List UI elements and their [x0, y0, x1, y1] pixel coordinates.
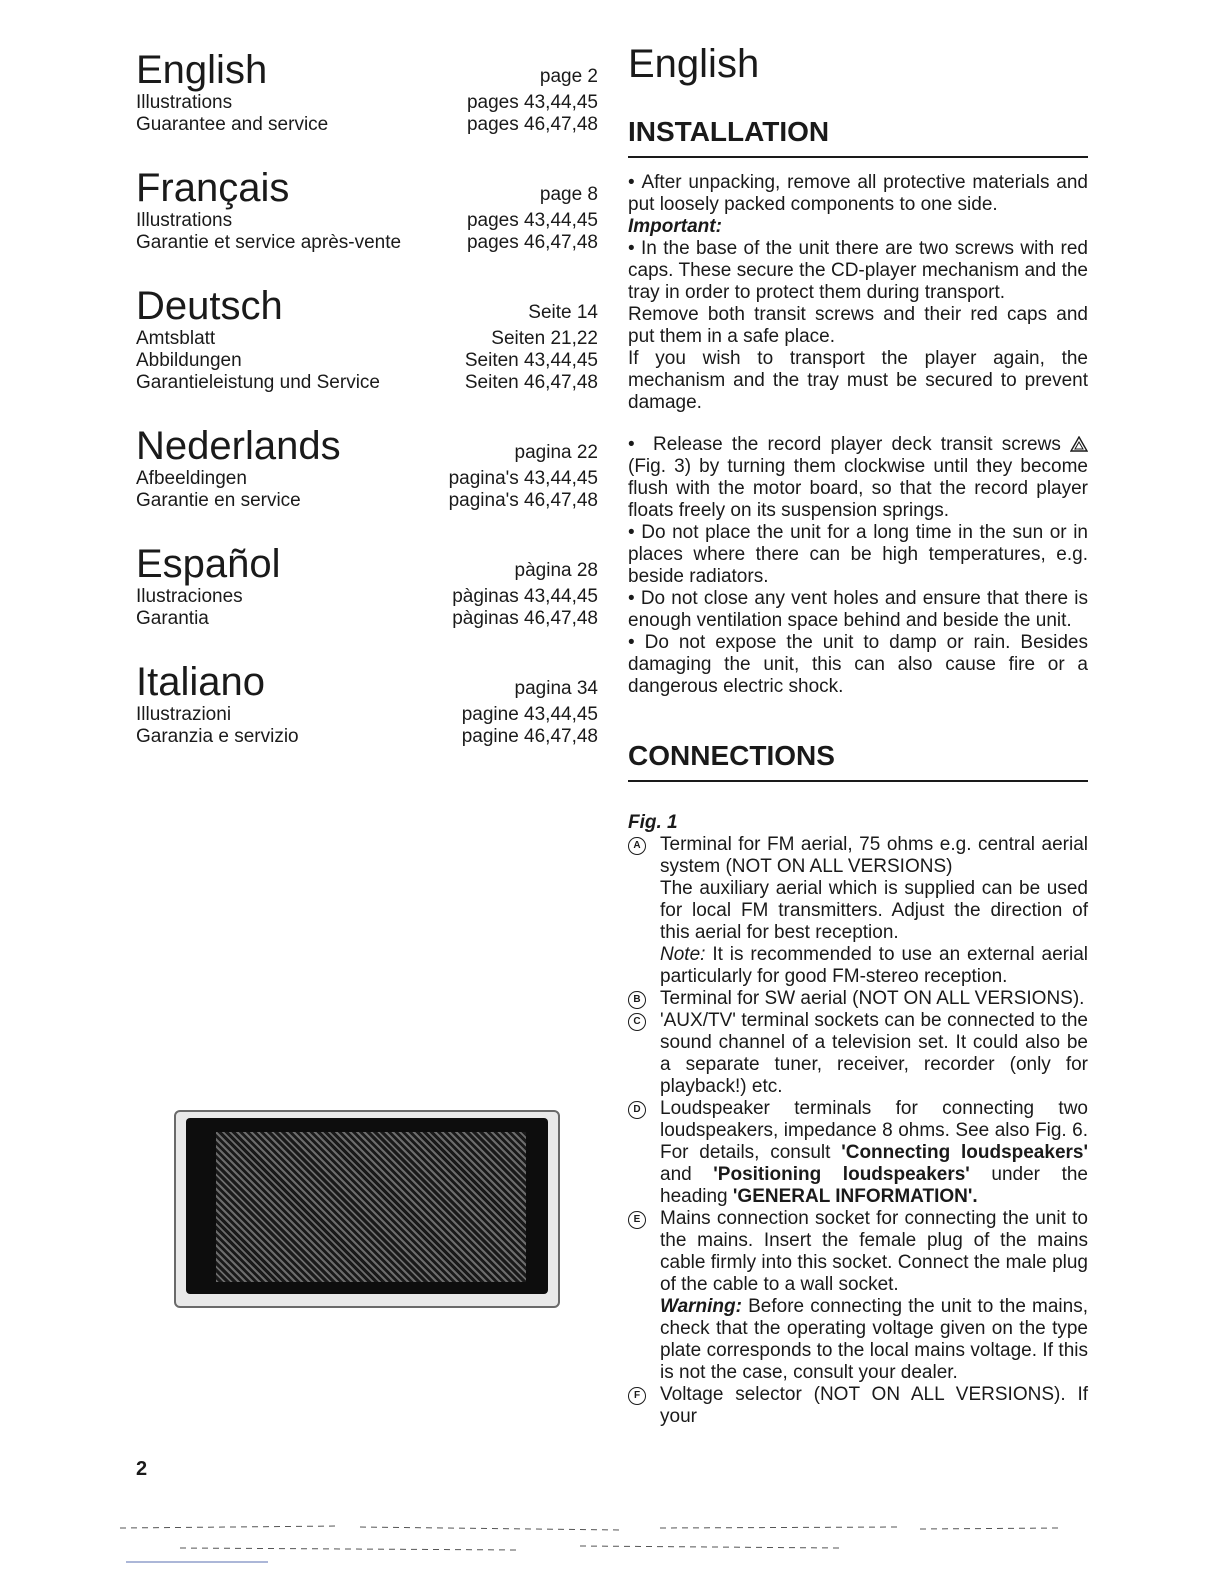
toc-page: Seiten 21,22 [491, 328, 598, 349]
warning-triangle-icon [1070, 436, 1088, 452]
note-label: Note: [660, 944, 706, 965]
language-page: pàgina 28 [514, 560, 598, 581]
toc-page: pages 46,47,48 [466, 114, 598, 135]
text-segment: Loudspeaker terminals for connecting two loudspeakers, impedance 8 ohms. See also Fig. 6. For details, consult [660, 1098, 1088, 1163]
spacer [628, 698, 1088, 740]
toc-label: Guarantee and service [136, 114, 329, 135]
connection-text [660, 1098, 1088, 1208]
photo-texture [216, 1132, 526, 1282]
toc-page: pàginas 46,47,48 [452, 608, 598, 629]
bold-reference: 'GENERAL INFORMATION'. [732, 1186, 978, 1207]
toc-english [136, 40, 598, 136]
installation-paragraph: • After unpacking, remove all protective materials and put loosely packed components to one side. [628, 172, 1088, 216]
toc-row [136, 210, 598, 232]
spacer [628, 414, 1088, 434]
installation-paragraph: • Do not place the unit for a long time in the sun or in places where there can be high temperatures, e.g. beside radiators. [628, 522, 1088, 588]
toc-page: pagina's 43,44,45 [448, 468, 598, 489]
connection-item-c [628, 1010, 1088, 1098]
installation-paragraph: • In the base of the unit there are two screws with red caps. These secure the CD-player mechanism and the tray in order to protect them during transport. [628, 238, 1088, 304]
circled-letter-b-icon: B [628, 991, 646, 1009]
toc-row [136, 232, 598, 254]
toc-page: Seiten 46,47,48 [464, 372, 598, 393]
toc-row [136, 726, 598, 748]
toc-label: Illustrations [136, 210, 233, 231]
toc-italiano [136, 652, 598, 748]
toc-row [136, 92, 598, 114]
connection-text: Terminal for FM aerial, 75 ohms e.g. central aerial system (NOT ON ALL VERSIONS) [660, 834, 1088, 877]
connection-item-a [628, 834, 1088, 988]
warning-text: Before connecting the unit to the mains, check that the operating voltage given on the type plate corresponds to the local mains voltage. If this is not the case, consult your dealer. [660, 1296, 1088, 1383]
toc-page: pages 43,44,45 [466, 92, 598, 113]
connection-text: Terminal for SW aerial (NOT ON ALL VERSIONS). [660, 988, 1085, 1009]
toc-row [136, 608, 598, 630]
connections-heading: CONNECTIONS [628, 740, 1088, 782]
toc-espanol [136, 534, 598, 630]
page-number: 2 [136, 1458, 148, 1480]
transit-screw-text-cont: (Fig. 3) by turning them clockwise until they become flush with the motor board, so that the record player floats freely on its suspension springs. [628, 456, 1088, 521]
circled-letter-c-icon: C [628, 1013, 646, 1031]
transit-screw-text: Release the record player deck transit screws [653, 434, 1061, 455]
toc-label: Illustrations [136, 92, 233, 113]
language-name: Español [136, 542, 281, 586]
connection-extra: The auxiliary aerial which is supplied can be used for local FM transmitters. Adjust the direction of this aerial for best reception. [660, 878, 1088, 943]
installation-paragraph [628, 434, 1088, 522]
circled-letter-e-icon: E [628, 1211, 646, 1229]
installation-paragraph: • Do not expose the unit to damp or rain. Besides damaging the unit, this can also cause fire or a dangerous electric shock. [628, 632, 1088, 698]
toc-francais [136, 158, 598, 254]
language-page: Seite 14 [528, 302, 598, 323]
toc-label: Afbeeldingen [136, 468, 247, 489]
toc-page: Seiten 43,44,45 [464, 350, 598, 371]
scan-artifacts [100, 1518, 1080, 1568]
table-of-contents [136, 40, 598, 770]
toc-page: pagina's 46,47,48 [448, 490, 598, 511]
language-name: Deutsch [136, 284, 283, 328]
circled-letter-d-icon: D [628, 1101, 646, 1119]
toc-label: Garantie en service [136, 490, 301, 511]
toc-row [136, 704, 598, 726]
language-name: English [136, 48, 268, 92]
toc-page: pagine 46,47,48 [461, 726, 598, 747]
toc-label: Garanzia e servizio [136, 726, 299, 747]
toc-label: Abbildungen [136, 350, 242, 371]
toc-page: pages 46,47,48 [466, 232, 598, 253]
content-column [628, 40, 1088, 1428]
installation-heading: INSTALLATION [628, 116, 1088, 158]
toc-row [136, 350, 598, 372]
circled-letter-a-icon: A [628, 837, 646, 855]
language-page: page 8 [539, 184, 598, 205]
language-name: Français [136, 166, 290, 210]
toc-label: Illustrazioni [136, 704, 232, 725]
toc-nederlands [136, 416, 598, 512]
language-name: Italiano [136, 660, 265, 704]
language-page: pagina 34 [514, 678, 598, 699]
bold-reference: 'Positioning loudspeakers' [713, 1164, 970, 1185]
toc-row [136, 372, 598, 394]
connection-text: 'AUX/TV' terminal sockets can be connected to the sound channel of a television set. It could also be a separate tuner, receiver, recorder (only for playback!) etc. [660, 1010, 1088, 1097]
toc-label: Amtsblatt [136, 328, 216, 349]
connection-text: Mains connection socket for connecting the unit to the mains. Insert the female plug of the mains cable firmly into this socket. Connect the male plug of the cable to a wall socket. [660, 1208, 1088, 1295]
warning-label: Warning: [660, 1296, 742, 1317]
connection-warning [660, 1296, 1088, 1384]
toc-row [136, 490, 598, 512]
toc-label: Garantie et service après-vente [136, 232, 402, 253]
bold-reference: 'Connecting loudspeakers' [841, 1142, 1088, 1163]
connection-item-e [628, 1208, 1088, 1384]
text-segment: under the heading [660, 1164, 1088, 1207]
toc-row [136, 328, 598, 350]
toc-row [136, 114, 598, 136]
toc-label: Ilustraciones [136, 586, 243, 607]
toc-label: Garantia [136, 608, 209, 629]
connection-item-d [628, 1098, 1088, 1208]
connection-item-f [628, 1384, 1088, 1428]
toc-page: pages 43,44,45 [466, 210, 598, 231]
connection-item-b [628, 988, 1088, 1010]
language-page: pagina 22 [514, 442, 598, 463]
circled-letter-f-icon: F [628, 1387, 646, 1405]
text-segment: and [660, 1164, 692, 1185]
note-text: It is recommended to use an external aerial particularly for good FM-stereo reception. [660, 944, 1089, 987]
language-name: Nederlands [136, 424, 341, 468]
toc-deutsch [136, 276, 598, 394]
language-page: page 2 [539, 66, 598, 87]
toc-row [136, 586, 598, 608]
installation-paragraph: • Do not close any vent holes and ensure that there is enough ventilation space behind and beside the unit. [628, 588, 1088, 632]
product-photo [174, 1110, 560, 1308]
page-title: English [628, 42, 760, 86]
toc-label: Garantieleistung und Service [136, 372, 380, 393]
toc-page: pagine 43,44,45 [461, 704, 598, 725]
installation-paragraph: If you wish to transport the player again, the mechanism and the tray must be secured to prevent damage. [628, 348, 1088, 413]
toc-page: pàginas 43,44,45 [452, 586, 598, 607]
installation-paragraph: Remove both transit screws and their red caps and put them in a safe place. [628, 304, 1088, 347]
figure-label: Fig. 1 [628, 812, 678, 833]
connection-text: Voltage selector (NOT ON ALL VERSIONS). If your [660, 1384, 1088, 1427]
connection-note [660, 944, 1088, 988]
important-label: Important: [628, 216, 722, 237]
toc-row [136, 468, 598, 490]
